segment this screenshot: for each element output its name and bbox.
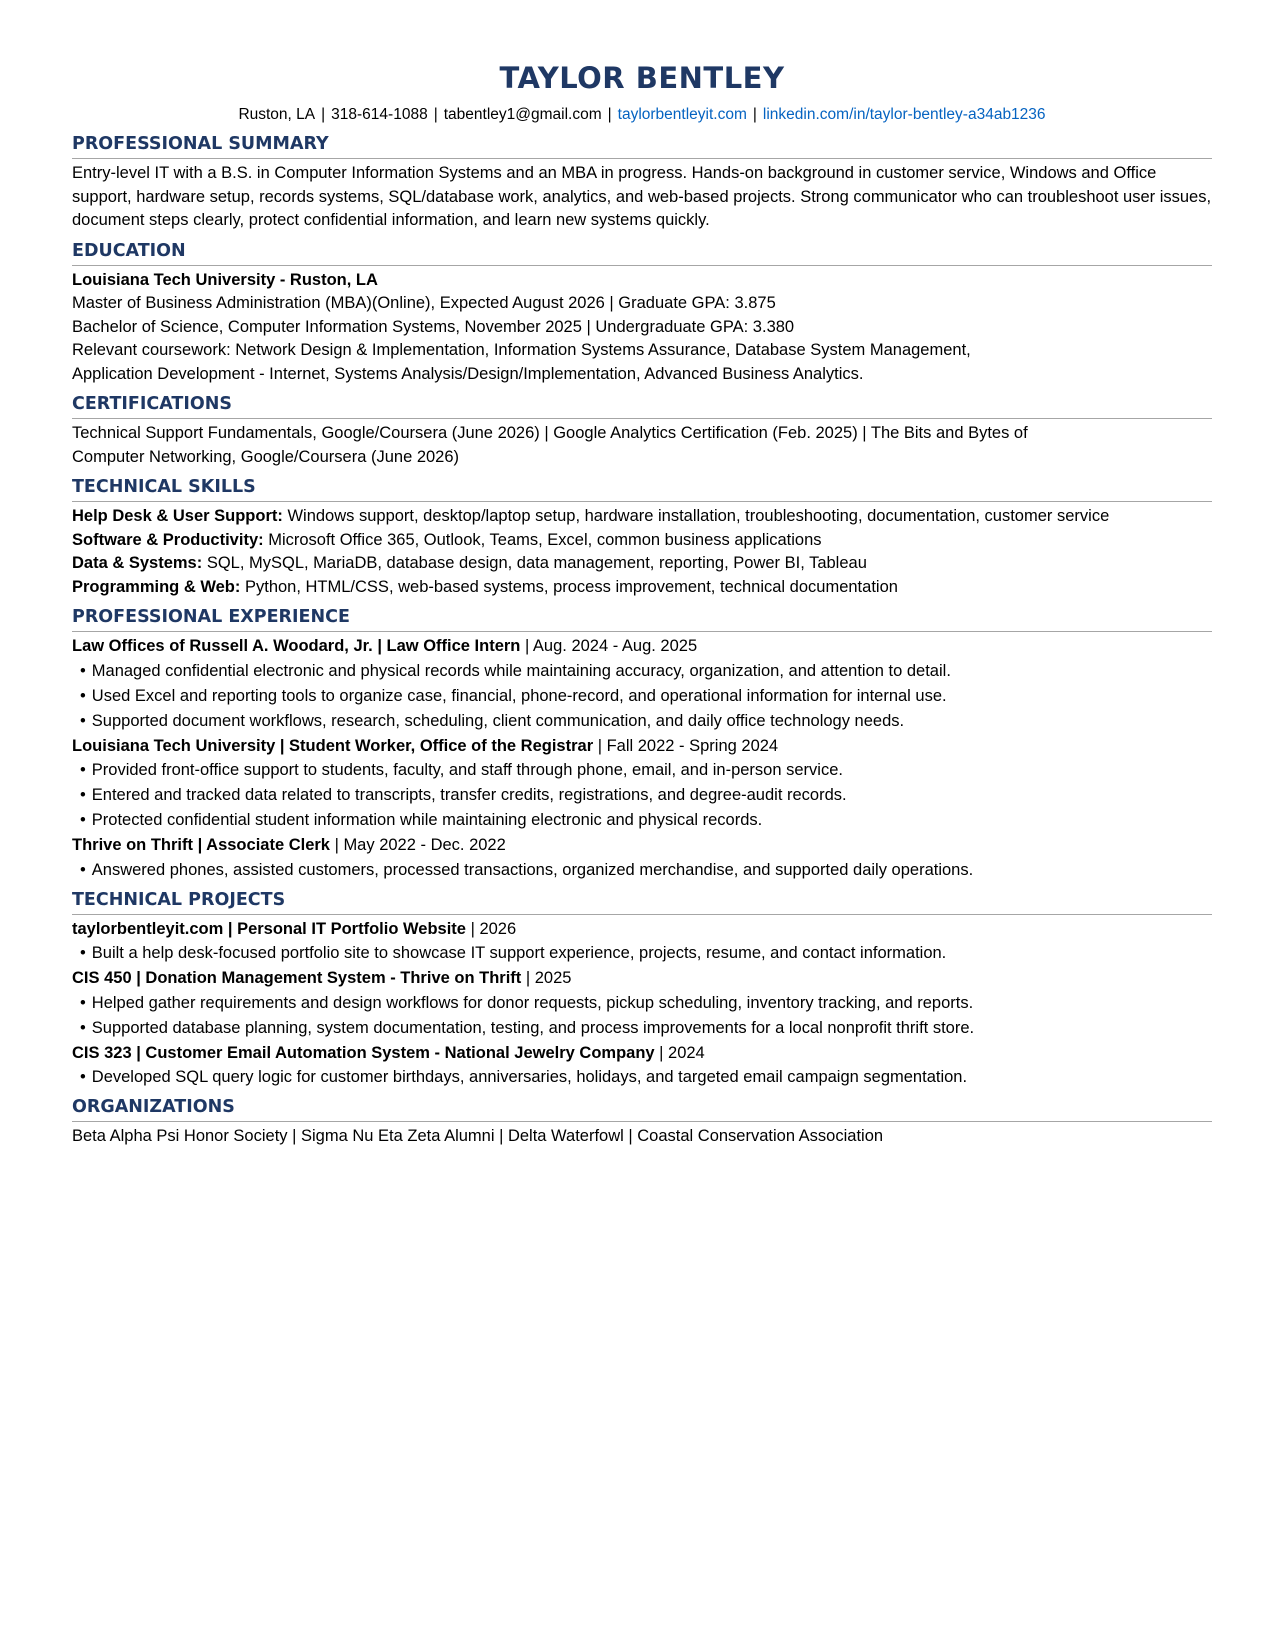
experience-section xyxy=(72,605,1212,882)
skill-item xyxy=(72,505,1212,529)
section-heading: PROFESSIONAL EXPERIENCE xyxy=(72,605,1212,632)
job-title: Law Offices of Russell A. Woodard, Jr. | Law Office Intern xyxy=(72,637,521,655)
job-heading xyxy=(72,834,1212,858)
skill-label: Help Desk & User Support: xyxy=(72,507,283,525)
project-dates: | 2024 xyxy=(654,1043,705,1062)
skill-text: SQL, MySQL, MariaDB, database design, data management, reporting, Power BI, Tableau xyxy=(202,554,867,572)
project-heading xyxy=(72,1042,1212,1066)
projects-section xyxy=(72,888,1212,1090)
skill-text: Python, HTML/CSS, web-based systems, process improvement, technical documentation xyxy=(240,577,898,596)
job-bullets xyxy=(72,759,1212,832)
skill-item xyxy=(72,552,1212,576)
skill-item xyxy=(72,576,1212,600)
education-line: Application Development - Internet, Systems Analysis/Design/Implementation, Advanced Business Analytics. xyxy=(72,364,864,383)
list-item: • Used Excel and reporting tools to organize case, financial, phone-record, and operational information for internal use. xyxy=(80,685,1212,708)
job-heading xyxy=(72,735,1212,759)
skill-label: Data & Systems: xyxy=(72,554,203,572)
list-item: • Entered and tracked data related to transcripts, transfer credits, registrations, and degree-audit records. xyxy=(80,784,1212,807)
skill-item xyxy=(72,529,1212,553)
project-dates: | 2026 xyxy=(465,919,517,938)
education-line: Bachelor of Science, Computer Information Systems, November 2025 | Undergraduate GPA: 3.380 xyxy=(72,317,795,336)
linkedin-link[interactable]: linkedin.com/in/taylor-bentley-a34ab1236 xyxy=(762,106,1046,123)
resume-page xyxy=(72,58,1212,1149)
project-heading xyxy=(72,967,1212,991)
summary-text: Entry-level IT with a B.S. in Computer Information Systems and an MBA in progress. Hands-on background in customer service, Windows and Office support, hardware setup, records systems, SQL/database work, analytics, and web-based projects. Strong communicator who can troubleshoot user issues, document steps clearly, protect confidential information, and learn new systems quickly. xyxy=(72,164,1212,229)
skills-section xyxy=(72,475,1212,599)
skill-text: Microsoft Office 365, Outlook, Teams, Excel, common business applications xyxy=(263,530,822,549)
list-item: • Protected confidential student information while maintaining electronic and physical records. xyxy=(80,809,1212,832)
job-dates: | May 2022 - Dec. 2022 xyxy=(329,836,506,854)
education-section xyxy=(72,239,1212,387)
section-heading: PROFESSIONAL SUMMARY xyxy=(72,132,1212,159)
job-heading xyxy=(72,635,1212,659)
list-item: • Provided front-office support to students, faculty, and staff through phone, email, and in-person service. xyxy=(80,759,1212,782)
location: Ruston, LA xyxy=(238,106,316,123)
skill-label: Software & Productivity: xyxy=(72,530,264,549)
candidate-name: TAYLOR BENTLEY xyxy=(499,61,785,95)
website-link[interactable]: taylorbentleyit.com xyxy=(617,106,747,123)
project-bullets xyxy=(72,992,1212,1040)
job-title: Louisiana Tech University | Student Worker, Office of the Registrar xyxy=(72,736,594,755)
separator: | xyxy=(321,106,326,123)
list-item: • Answered phones, assisted customers, processed transactions, organized merchandise, and supported daily operations. xyxy=(80,859,1212,882)
project-title: CIS 450 | Donation Management System - Thrive on Thrift xyxy=(72,969,522,987)
phone: 318-614-1088 xyxy=(331,106,428,123)
project-dates: | 2025 xyxy=(521,969,572,987)
separator: | xyxy=(752,106,757,123)
list-item: • Supported database planning, system documentation, testing, and process improvements for a local nonprofit thrift store. xyxy=(80,1017,1212,1040)
job-title: Thrive on Thrift | Associate Clerk xyxy=(72,836,330,854)
project-title: taylorbentleyit.com | Personal IT Portfolio Website xyxy=(72,919,466,938)
job-bullets xyxy=(72,660,1212,733)
list-item: • Built a help desk-focused portfolio site to showcase IT support experience, projects, resume, and contact information. xyxy=(80,942,1212,965)
project-bullets xyxy=(72,942,1212,965)
section-heading: TECHNICAL SKILLS xyxy=(72,475,1212,502)
job-bullets xyxy=(72,859,1212,882)
section-heading: CERTIFICATIONS xyxy=(72,392,1212,419)
education-line: Relevant coursework: Network Design & Implementation, Information Systems Assurance, Database System Management, xyxy=(72,341,971,359)
project-title: CIS 323 | Customer Email Automation System - National Jewelry Company xyxy=(72,1043,655,1062)
project-heading xyxy=(72,918,1212,942)
list-item: • Developed SQL query logic for customer birthdays, anniversaries, holidays, and targeted email campaign segmentation. xyxy=(80,1066,1212,1089)
separator: | xyxy=(433,106,438,123)
certifications-section xyxy=(72,392,1212,469)
organizations-section xyxy=(72,1095,1212,1149)
skill-label: Programming & Web: xyxy=(72,577,241,596)
education-line: Master of Business Administration (MBA)(Online), Expected August 2026 | Graduate GPA: 3.875 xyxy=(72,294,776,312)
skill-text: Windows support, desktop/laptop setup, hardware installation, troubleshooting, documentation, customer service xyxy=(282,507,1110,525)
contact-line xyxy=(72,104,1212,126)
school-name: Louisiana Tech University - Ruston, LA xyxy=(72,270,378,289)
section-heading: ORGANIZATIONS xyxy=(72,1095,1212,1122)
list-item: • Managed confidential electronic and physical records while maintaining accuracy, organization, and attention to detail. xyxy=(80,660,1212,683)
separator: | xyxy=(607,106,612,123)
certification-line: Technical Support Fundamentals, Google/Coursera (June 2026) | Google Analytics Certification (Feb. 2025) | The Bits and Bytes of xyxy=(72,424,1028,442)
job-dates: | Fall 2022 - Spring 2024 xyxy=(593,736,779,755)
certification-line: Computer Networking, Google/Coursera (June 2026) xyxy=(72,447,460,466)
organizations-text: Beta Alpha Psi Honor Society | Sigma Nu Eta Zeta Alumni | Delta Waterfowl | Coastal Conservation Association xyxy=(72,1127,884,1145)
list-item: • Supported document workflows, research, scheduling, client communication, and daily office technology needs. xyxy=(80,710,1212,733)
job-dates: | Aug. 2024 - Aug. 2025 xyxy=(520,637,698,655)
summary-section xyxy=(72,132,1212,233)
section-heading: TECHNICAL PROJECTS xyxy=(72,888,1212,915)
section-heading: EDUCATION xyxy=(72,239,1212,266)
email: tabentley1@gmail.com xyxy=(443,106,602,123)
project-bullets xyxy=(72,1066,1212,1089)
list-item: • Helped gather requirements and design workflows for donor requests, pickup scheduling, inventory tracking, and reports. xyxy=(80,992,1212,1015)
